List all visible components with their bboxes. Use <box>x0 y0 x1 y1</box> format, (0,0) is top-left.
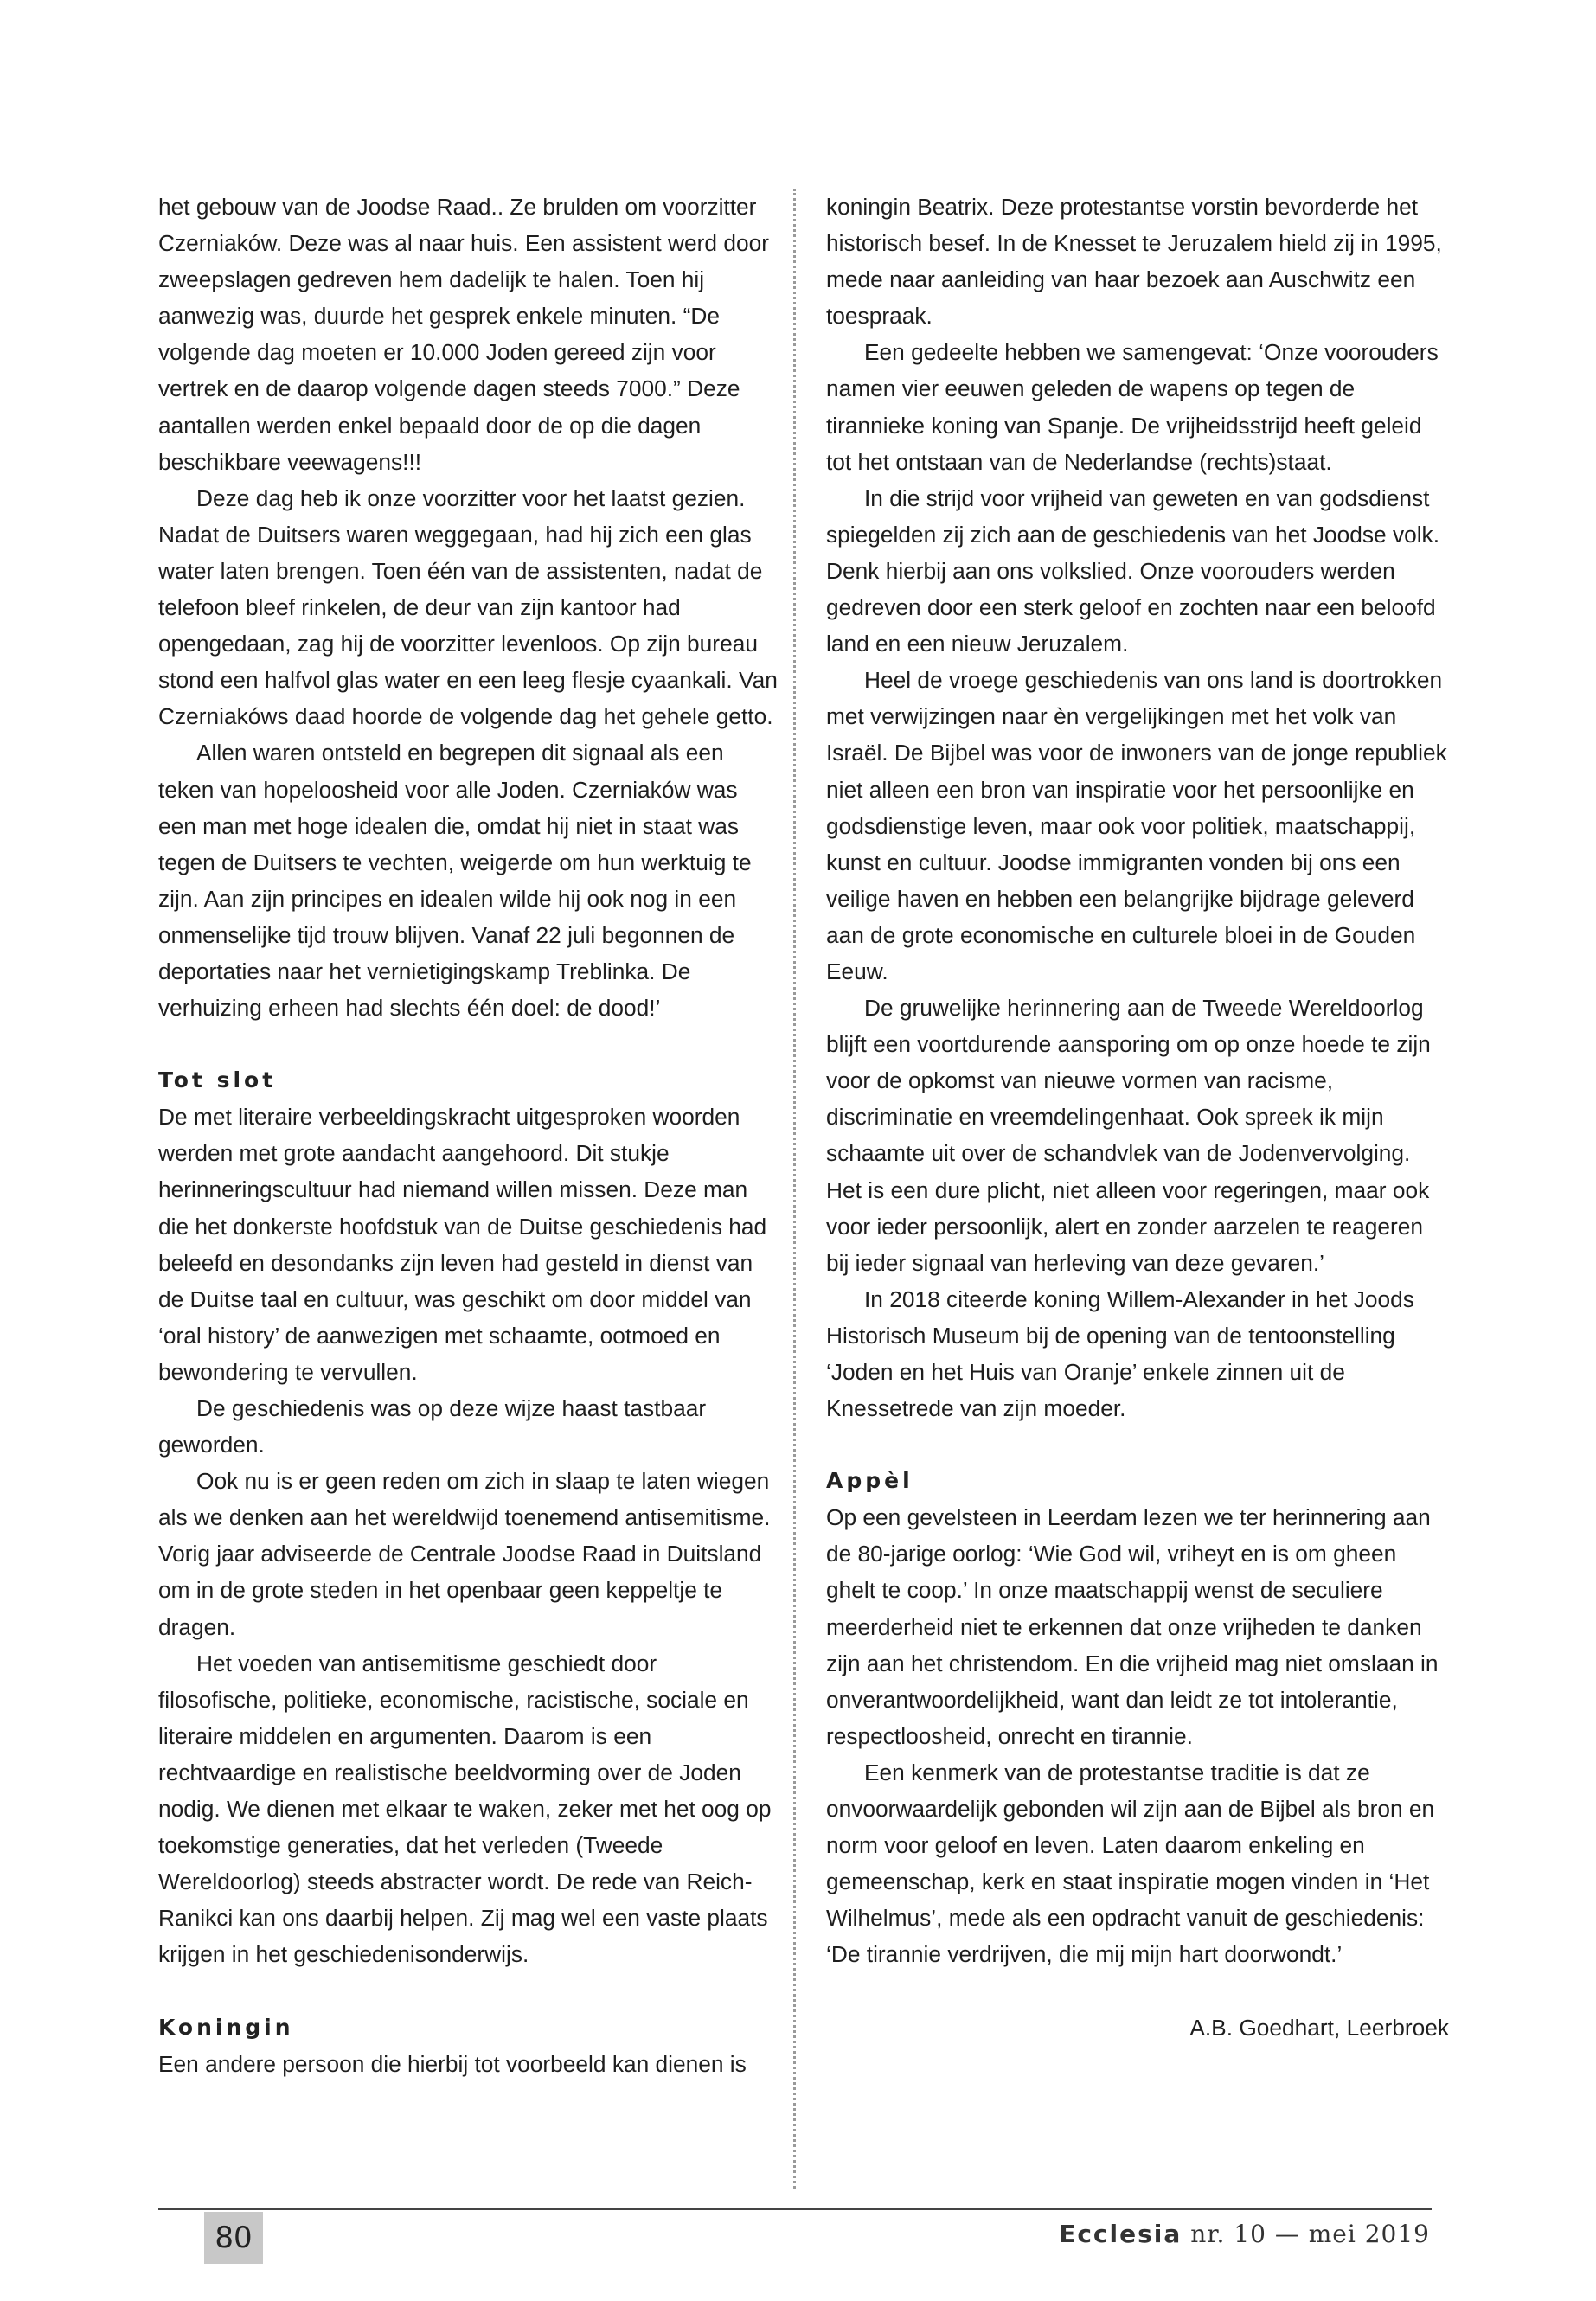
footer-publication <box>1059 2220 1430 2248</box>
paragraph: Op een gevelsteen in Leerdam lezen we ter herinnering aan de 80-jarige oorlog: ‘Wie God wil, vriheyt en is om gheen ghelt te coop.’ In onze maatschappij wenst de seculiere meerderheid niet te erkennen dat onze vrijheden te danken zijn aan het christendom. En die vrijheid mag niet omslaan in onverantwoordelijkheid, want dan leidt ze tot intolerantie, respectloosheid, onrecht en tirannie. <box>826 1504 1439 1749</box>
page-number: 80 <box>215 2221 253 2255</box>
paragraph: De gruwelijke herinnering aan de Tweede Wereldoorlog blijft een voortdurende aansporing om op onze hoede te zijn voor de opkomst van nieuwe vormen van racisme, discriminatie en vreemdelingenhaat. Ook spreek ik mijn schaamte uit over de schandvlek van de Jodenvervolging. Het is een dure plicht, niet alleen voor regeringen, maar ook voor ieder persoonlijk, alert en zonder aarzelen te reageren bij ieder signaal van herleving van deze gevaren.’ <box>826 995 1431 1276</box>
paragraph: Ook nu is er geen reden om zich in slaap te laten wiegen als we denken aan het wereldwijd toenemend antisemitisme. Vorig jaar adviseerde de Centrale Joodse Raad in Duitsland om in de grote steden in het openbaar geen keppeltje te dragen. <box>158 1468 771 1640</box>
section-heading-tot-slot: Tot slot <box>158 1067 277 1093</box>
paragraph: het gebouw van de Joodse Raad.. Ze brulden om voorzitter Czerniaków. Deze was al naar huis. Een assistent werd door zweepslagen gedreven hem dadelijk te halen. Toen hij aanwezig was, duurde het gesprek enkele minuten. “De volgende dag moeten er 10.000 Joden gereed zijn voor vertrek en de daarop volgende dagen steeds 7000.” Deze aantallen werden enkel bepaald door de op die dagen beschikbare veewagens!!! <box>158 194 769 475</box>
author-signature: A.B. Goedhart, Leerbroek <box>1189 2014 1449 2041</box>
paragraph: Allen waren ontsteld en begrepen dit signaal als een teken van hopeloosheid voor alle Joden. Czerniaków was een man met hoge idealen die, omdat hij niet in staat was tegen de Duitsers te vechten, weigerde om hun werktuig te zijn. Aan zijn principes en idealen wilde hij ook nog in een onmenselijke tijd trouw blijven. Vanaf 22 juli begonnen de deportaties naar het vernietigingskamp Treblinka. De verhuizing erheen had slechts één doel: de dood!’ <box>158 740 752 1022</box>
column-divider <box>793 189 796 2189</box>
paragraph: Deze dag heb ik onze voorzitter voor het laatst gezien. Nadat de Duitsers waren weggegaan, had hij zich een glas water laten brengen. Toen één van de assistenten, nadat de telefoon bleef rinkelen, de deur van zijn kantoor had opengedaan, zag hij de voorzitter levenloos. Op zijn bureau stond een halfvol glas water en een leeg flesje cyaankali. Van Czerniakóws daad hoorde de volgende dag het gehele getto. <box>158 484 778 730</box>
paragraph: De geschiedenis was op deze wijze haast tastbaar geworden. <box>158 1395 707 1458</box>
footer-rule <box>158 2208 1432 2210</box>
paragraph: Heel de vroege geschiedenis van ons land is doortrokken met verwijzingen naar èn vergelijkingen met het volk van Israël. De Bijbel was voor de inwoners van de jonge republiek niet alleen een bron van inspiratie voor het persoonlijke en godsdienstige leven, maar ook voor politiek, maatschappij, kunst en cultuur. Joodse immigranten vonden bij ons een veilige haven en hebben een belangrijke bijdrage geleverd aan de grote economische en culturele bloei in de Gouden Eeuw. <box>826 667 1447 984</box>
section-heading-appel: Appèl <box>826 1468 913 1494</box>
paragraph: koningin Beatrix. Deze protestantse vorstin bevorderde het historisch besef. In de Knesset te Jeruzalem hield zij in 1995, mede naar aanleiding van haar bezoek aan Auschwitz een toespraak. <box>826 194 1442 330</box>
page-number-box <box>204 2212 263 2264</box>
issue-info: nr. 10 — mei 2019 <box>1190 2220 1430 2248</box>
paragraph: Het voeden van antisemitisme geschiedt door filosofische, politieke, economische, racistische, sociale en literaire middelen en argumenten. Daarom is een rechtvaardige en realistische beeldvorming over de Joden nodig. We dienen met elkaar te waken, zeker met het oog op toekomstige generaties, dat het verleden (Tweede Wereldoorlog) steeds abstracter wordt. De rede van Reich-Ranikci kan ons daarbij helpen. Zij mag wel een vaste plaats krijgen in het geschiedenisonderwijs. <box>158 1650 772 1968</box>
paragraph: Een andere persoon die hierbij tot voorbeeld kan dienen is <box>158 2050 747 2077</box>
section-heading-koningin: Koningin <box>158 2014 294 2040</box>
paragraph: De met literaire verbeeldingskracht uitgesproken woorden werden met grote aandacht aangehoord. Dit stukje herinneringscultuur had niemand willen missen. Deze man die het donkerste hoofdstuk van de Duitse geschiedenis had beleefd en desondanks zijn leven had gesteld in dienst van de Duitse taal en cultuur, was geschikt om door middel van ‘oral history’ de aanwezigen met schaamte, ootmoed en bewondering te vervullen. <box>158 1104 767 1385</box>
paragraph: In 2018 citeerde koning Willem-Alexander in het Joods Historisch Museum bij de opening van de tentoonstelling ‘Joden en het Huis van Oranje’ enkele zinnen uit de Knessetrede van zijn moeder. <box>826 1285 1414 1422</box>
paragraph: Een gedeelte hebben we samengevat: ‘Onze voorouders namen vier eeuwen geleden de wapens op tegen de tirannieke koning van Spanje. De vrijheidsstrijd heeft geleid tot het ontstaan van de Nederlandse (rechts)staat. <box>826 339 1439 475</box>
paragraph: Een kenmerk van de protestantse traditie is dat ze onvoorwaardelijk gebonden wil zijn aan de Bijbel als bron en norm voor geloof en leven. Laten daarom enkeling en gemeenschap, kerk en staat inspiratie mogen vinden in ‘Het Wilhelmus’, mede als een opdracht vanuit de geschiedenis: ‘De tirannie verdrijven, die mij mijn hart doorwondt.’ <box>826 1759 1435 1968</box>
right-column <box>826 189 1449 2046</box>
magazine-name: Ecclesia <box>1059 2220 1183 2248</box>
paragraph: In die strijd voor vrijheid van geweten en van godsdienst spiegelden zij zich aan de geschiedenis van het Joodse volk. Denk hierbij aan ons volkslied. Onze voorouders werden gedreven door een sterk geloof en zochten naar een beloofd land en een nieuw Jeruzalem. <box>826 484 1440 657</box>
left-column <box>158 189 781 2082</box>
